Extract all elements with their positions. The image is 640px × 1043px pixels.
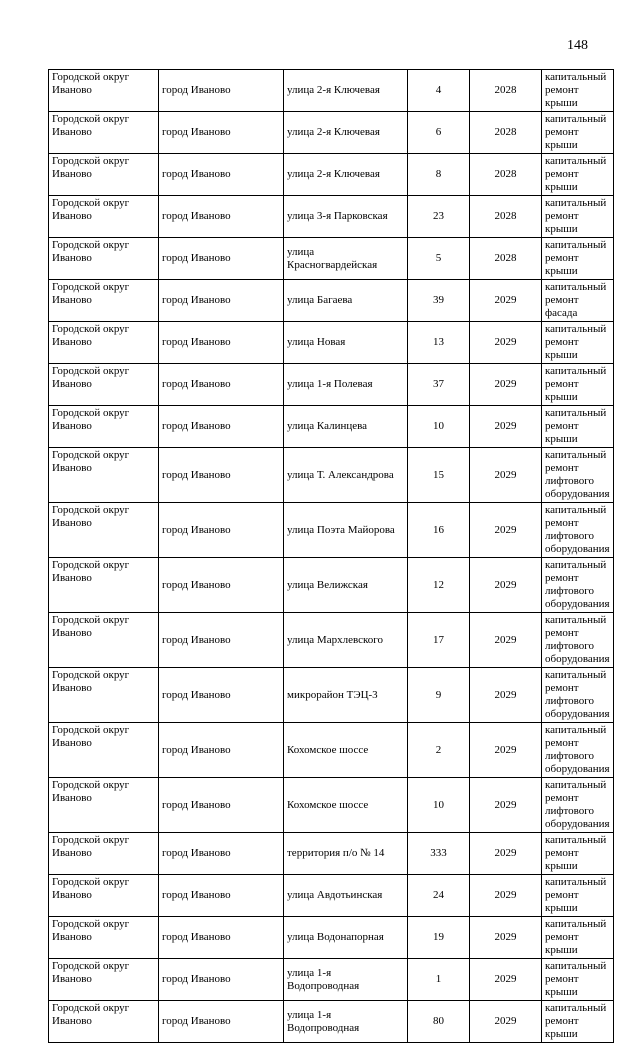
year-cell: 2028 (470, 238, 542, 280)
district-cell: Городской округ Иваново (49, 280, 159, 322)
year-cell: 2029 (470, 558, 542, 613)
city-cell: город Иваново (159, 196, 284, 238)
repair-schedule-table (48, 69, 614, 1043)
city-cell: город Иваново (159, 322, 284, 364)
city-cell: город Иваново (159, 778, 284, 833)
year-cell: 2029 (470, 448, 542, 503)
work-type-cell: капитальный ремонт лифтового оборудования (542, 668, 614, 723)
table-row (49, 322, 614, 364)
city-cell: город Иваново (159, 833, 284, 875)
year-cell: 2029 (470, 959, 542, 1001)
table-row (49, 875, 614, 917)
table-row (49, 1001, 614, 1043)
year-cell: 2029 (470, 778, 542, 833)
street-cell: улица 3-я Парковская (284, 196, 408, 238)
year-cell: 2029 (470, 917, 542, 959)
city-cell: город Иваново (159, 238, 284, 280)
house-number-cell: 333 (408, 833, 470, 875)
city-cell: город Иваново (159, 112, 284, 154)
street-cell: улица Поэта Майорова (284, 503, 408, 558)
table-row (49, 406, 614, 448)
house-number-cell: 37 (408, 364, 470, 406)
table-row (49, 833, 614, 875)
district-cell: Городской округ Иваново (49, 723, 159, 778)
district-cell: Городской округ Иваново (49, 1001, 159, 1043)
city-cell: город Иваново (159, 668, 284, 723)
work-type-cell: капитальный ремонт крыши (542, 238, 614, 280)
year-cell: 2029 (470, 1001, 542, 1043)
work-type-cell: капитальный ремонт лифтового оборудования (542, 613, 614, 668)
work-type-cell: капитальный ремонт крыши (542, 875, 614, 917)
street-cell: улица Новая (284, 322, 408, 364)
table-row (49, 448, 614, 503)
table-row (49, 503, 614, 558)
street-cell: улица 1-я Водопроводная (284, 959, 408, 1001)
district-cell: Городской округ Иваново (49, 322, 159, 364)
work-type-cell: капитальный ремонт крыши (542, 154, 614, 196)
work-type-cell: капитальный ремонт крыши (542, 1001, 614, 1043)
district-cell: Городской округ Иваново (49, 196, 159, 238)
street-cell: улица 2-я Ключевая (284, 112, 408, 154)
street-cell: микрорайон ТЭЦ-3 (284, 668, 408, 723)
street-cell: улица Т. Александрова (284, 448, 408, 503)
table-row (49, 959, 614, 1001)
year-cell: 2028 (470, 112, 542, 154)
district-cell: Городской округ Иваново (49, 778, 159, 833)
district-cell: Городской округ Иваново (49, 112, 159, 154)
street-cell: улица Калинцева (284, 406, 408, 448)
district-cell: Городской округ Иваново (49, 448, 159, 503)
city-cell: город Иваново (159, 1001, 284, 1043)
district-cell: Городской округ Иваново (49, 959, 159, 1001)
street-cell: территория п/о № 14 (284, 833, 408, 875)
table-row (49, 112, 614, 154)
district-cell: Городской округ Иваново (49, 833, 159, 875)
year-cell: 2028 (470, 196, 542, 238)
city-cell: город Иваново (159, 503, 284, 558)
street-cell: Кохомское шоссе (284, 723, 408, 778)
work-type-cell: капитальный ремонт лифтового оборудования (542, 723, 614, 778)
table-row (49, 70, 614, 112)
city-cell: город Иваново (159, 154, 284, 196)
table-row (49, 917, 614, 959)
table-row (49, 364, 614, 406)
district-cell: Городской округ Иваново (49, 364, 159, 406)
house-number-cell: 5 (408, 238, 470, 280)
year-cell: 2028 (470, 70, 542, 112)
year-cell: 2029 (470, 668, 542, 723)
street-cell: Кохомское шоссе (284, 778, 408, 833)
house-number-cell: 4 (408, 70, 470, 112)
district-cell: Городской округ Иваново (49, 875, 159, 917)
district-cell: Городской округ Иваново (49, 154, 159, 196)
street-cell: улица 2-я Ключевая (284, 154, 408, 196)
street-cell: улица Мархлевского (284, 613, 408, 668)
city-cell: город Иваново (159, 875, 284, 917)
work-type-cell: капитальный ремонт крыши (542, 917, 614, 959)
house-number-cell: 10 (408, 778, 470, 833)
year-cell: 2029 (470, 875, 542, 917)
table-row (49, 280, 614, 322)
district-cell: Городской округ Иваново (49, 668, 159, 723)
work-type-cell: капитальный ремонт крыши (542, 70, 614, 112)
table-row (49, 196, 614, 238)
table-row (49, 558, 614, 613)
house-number-cell: 1 (408, 959, 470, 1001)
district-cell: Городской округ Иваново (49, 238, 159, 280)
city-cell: город Иваново (159, 723, 284, 778)
work-type-cell: капитальный ремонт лифтового оборудования (542, 448, 614, 503)
year-cell: 2029 (470, 280, 542, 322)
house-number-cell: 8 (408, 154, 470, 196)
house-number-cell: 6 (408, 112, 470, 154)
year-cell: 2029 (470, 723, 542, 778)
district-cell: Городской округ Иваново (49, 558, 159, 613)
year-cell: 2028 (470, 154, 542, 196)
district-cell: Городской округ Иваново (49, 613, 159, 668)
table-row (49, 154, 614, 196)
street-cell: улица Водонапорная (284, 917, 408, 959)
table-row (49, 778, 614, 833)
year-cell: 2029 (470, 503, 542, 558)
district-cell: Городской округ Иваново (49, 406, 159, 448)
city-cell: город Иваново (159, 613, 284, 668)
house-number-cell: 10 (408, 406, 470, 448)
page-number: 148 (567, 38, 588, 53)
work-type-cell: капитальный ремонт крыши (542, 196, 614, 238)
work-type-cell: капитальный ремонт лифтового оборудования (542, 503, 614, 558)
street-cell: улица 1-я Полевая (284, 364, 408, 406)
year-cell: 2029 (470, 322, 542, 364)
work-type-cell: капитальный ремонт крыши (542, 322, 614, 364)
street-cell: улица Велижская (284, 558, 408, 613)
house-number-cell: 16 (408, 503, 470, 558)
house-number-cell: 15 (408, 448, 470, 503)
house-number-cell: 17 (408, 613, 470, 668)
district-cell: Городской округ Иваново (49, 503, 159, 558)
city-cell: город Иваново (159, 448, 284, 503)
city-cell: город Иваново (159, 364, 284, 406)
street-cell: улица Багаева (284, 280, 408, 322)
year-cell: 2029 (470, 613, 542, 668)
house-number-cell: 24 (408, 875, 470, 917)
district-cell: Городской округ Иваново (49, 917, 159, 959)
house-number-cell: 23 (408, 196, 470, 238)
table-row (49, 238, 614, 280)
district-cell: Городской округ Иваново (49, 70, 159, 112)
work-type-cell: капитальный ремонт фасада (542, 280, 614, 322)
city-cell: город Иваново (159, 959, 284, 1001)
year-cell: 2029 (470, 406, 542, 448)
house-number-cell: 9 (408, 668, 470, 723)
work-type-cell: капитальный ремонт лифтового оборудования (542, 778, 614, 833)
house-number-cell: 19 (408, 917, 470, 959)
house-number-cell: 2 (408, 723, 470, 778)
work-type-cell: капитальный ремонт крыши (542, 959, 614, 1001)
house-number-cell: 13 (408, 322, 470, 364)
city-cell: город Иваново (159, 406, 284, 448)
city-cell: город Иваново (159, 70, 284, 112)
street-cell: улица 1-я Водопроводная (284, 1001, 408, 1043)
work-type-cell: капитальный ремонт лифтового оборудования (542, 558, 614, 613)
work-type-cell: капитальный ремонт крыши (542, 833, 614, 875)
street-cell: улица Красногвардейская (284, 238, 408, 280)
city-cell: город Иваново (159, 917, 284, 959)
work-type-cell: капитальный ремонт крыши (542, 112, 614, 154)
work-type-cell: капитальный ремонт крыши (542, 364, 614, 406)
work-type-cell: капитальный ремонт крыши (542, 406, 614, 448)
house-number-cell: 39 (408, 280, 470, 322)
city-cell: город Иваново (159, 558, 284, 613)
house-number-cell: 80 (408, 1001, 470, 1043)
table-row (49, 613, 614, 668)
table-row (49, 723, 614, 778)
street-cell: улица 2-я Ключевая (284, 70, 408, 112)
table-row (49, 668, 614, 723)
year-cell: 2029 (470, 833, 542, 875)
year-cell: 2029 (470, 364, 542, 406)
house-number-cell: 12 (408, 558, 470, 613)
street-cell: улица Авдотьинская (284, 875, 408, 917)
city-cell: город Иваново (159, 280, 284, 322)
